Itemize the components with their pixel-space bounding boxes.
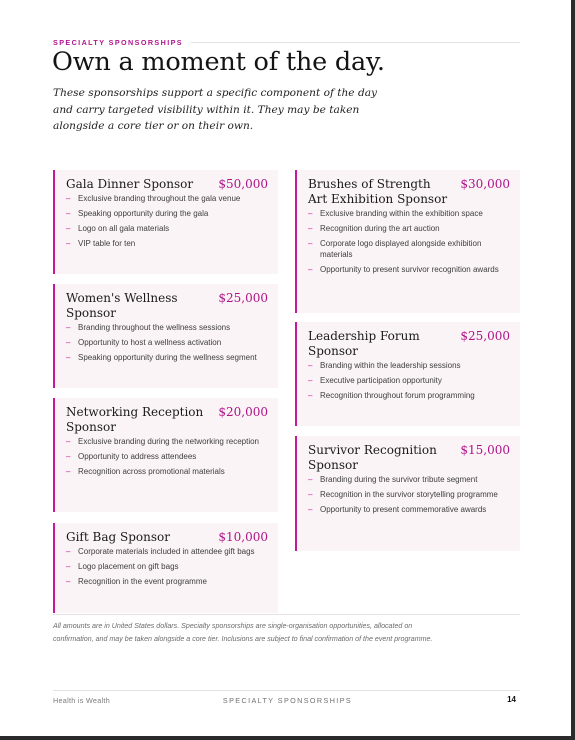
sponsor-benefits-list xyxy=(308,475,510,516)
benefit-text: Recognition in the survivor storytelling programme xyxy=(320,490,498,499)
footnote: All amounts are in United States dollars. Specialty sponsorships are single-organisation opportunities, allocated on confirmation, and may be taken alongside a core tier. Inclusions are subject to final confirmation of the event programme. xyxy=(53,622,433,643)
sponsor-benefits-list xyxy=(66,323,268,364)
sponsor-price: $20,000 xyxy=(218,405,268,419)
benefit-text: Recognition during the art auction xyxy=(320,224,440,233)
benefit-item xyxy=(308,361,510,372)
benefit-text: Branding throughout the wellness sessions xyxy=(78,323,231,332)
dash-bullet-icon: – xyxy=(66,239,71,248)
sponsor-benefits-list xyxy=(308,209,510,275)
sponsor-price: $25,000 xyxy=(218,291,268,305)
benefit-text: Opportunity to present commemorative awards xyxy=(320,505,487,514)
dash-bullet-icon: – xyxy=(308,209,313,218)
dash-bullet-icon: – xyxy=(66,338,71,347)
benefit-item xyxy=(308,391,510,402)
benefit-item xyxy=(66,452,268,463)
sponsor-price: $10,000 xyxy=(218,530,268,544)
benefit-item xyxy=(66,547,268,558)
benefit-text: Branding during the survivor tribute segment xyxy=(320,475,478,484)
sponsor-card-gala-dinner xyxy=(53,170,278,274)
sponsor-card-brushes-of-strength xyxy=(295,170,520,313)
footer-divider xyxy=(53,690,520,691)
dash-bullet-icon: – xyxy=(66,353,71,362)
dash-bullet-icon: – xyxy=(308,376,313,385)
benefit-text: Executive participation opportunity xyxy=(320,376,442,385)
benefit-item xyxy=(308,505,510,516)
page-headline: Own a moment of the day. xyxy=(52,47,385,77)
benefit-text: Corporate logo displayed alongside exhibition materials xyxy=(320,239,482,259)
dash-bullet-icon: – xyxy=(308,490,313,499)
dash-bullet-icon: – xyxy=(66,562,71,571)
dash-bullet-icon: – xyxy=(66,437,71,446)
sponsor-title: Women's Wellness Sponsor xyxy=(66,291,178,320)
dash-bullet-icon: – xyxy=(308,361,313,370)
benefit-item xyxy=(66,338,268,349)
benefit-text: Exclusive branding within the exhibition space xyxy=(320,209,483,218)
benefit-item xyxy=(308,376,510,387)
dash-bullet-icon: – xyxy=(308,239,313,248)
benefit-item xyxy=(66,239,268,250)
intro-paragraph: These sponsorships support a specific component of the day and carry targeted visibility within it. They may be taken alongside a core tier or on their own. xyxy=(53,87,378,132)
sponsor-card-networking-reception xyxy=(53,398,278,512)
sponsor-card-womens-wellness xyxy=(53,284,278,388)
sponsor-benefits-list xyxy=(66,194,268,250)
sponsor-price: $30,000 xyxy=(460,177,510,191)
sponsor-benefits-list xyxy=(308,361,510,402)
benefit-text: Speaking opportunity during the gala xyxy=(78,209,209,218)
sponsor-price: $15,000 xyxy=(460,443,510,457)
sponsor-card-gift-bag xyxy=(53,523,278,613)
footnote-divider xyxy=(53,614,520,615)
sponsor-card-survivor-recognition xyxy=(295,436,520,551)
benefit-text: Speaking opportunity during the wellness segment xyxy=(78,353,257,362)
sponsor-benefits-list xyxy=(66,547,268,588)
dash-bullet-icon: – xyxy=(308,264,313,274)
sponsor-benefits-list xyxy=(66,437,268,478)
benefit-text: Recognition in the event programme xyxy=(78,577,207,586)
sponsor-price: $25,000 xyxy=(460,329,510,343)
sponsor-title: Leadership Forum Sponsor xyxy=(308,329,420,358)
benefit-item xyxy=(66,194,268,205)
benefit-text: Logo on all gala materials xyxy=(78,224,170,233)
benefit-item xyxy=(66,467,268,478)
benefit-text: Corporate materials included in attendee gift bags xyxy=(78,547,255,556)
dash-bullet-icon: – xyxy=(66,224,71,233)
benefit-item xyxy=(308,490,510,501)
benefit-text: Opportunity to present survivor recognition awards xyxy=(320,264,499,274)
benefit-item xyxy=(66,353,268,364)
dash-bullet-icon: – xyxy=(66,209,71,218)
section-eyebrow: SPECIALTY SPONSORSHIPS xyxy=(53,38,191,47)
benefit-text: Opportunity to host a wellness activation xyxy=(78,338,222,347)
dash-bullet-icon: – xyxy=(66,547,71,556)
sponsor-title: Brushes of Strength Art Exhibition Sponsor xyxy=(308,177,448,206)
benefit-item xyxy=(308,265,510,276)
dash-bullet-icon: – xyxy=(66,323,71,332)
benefit-item xyxy=(66,437,268,448)
benefit-item xyxy=(308,209,510,220)
dash-bullet-icon: – xyxy=(308,475,313,484)
benefit-item xyxy=(66,577,268,588)
benefit-text: VIP table for ten xyxy=(78,239,136,248)
page-number: 14 xyxy=(507,695,516,704)
sponsor-price: $50,000 xyxy=(218,177,268,191)
benefit-text: Opportunity to address attendees xyxy=(78,452,197,461)
dash-bullet-icon: – xyxy=(66,577,71,586)
benefit-text: Logo placement on gift bags xyxy=(78,562,179,571)
benefit-item xyxy=(66,323,268,334)
sponsor-card-leadership-forum xyxy=(295,322,520,426)
dash-bullet-icon: – xyxy=(66,194,71,203)
benefit-item xyxy=(66,562,268,573)
dash-bullet-icon: – xyxy=(308,224,313,233)
sponsor-title: Networking Reception Sponsor xyxy=(66,405,204,434)
benefit-text: Recognition throughout forum programming xyxy=(320,391,475,400)
benefit-item xyxy=(66,209,268,220)
sponsor-title: Survivor Recognition Sponsor xyxy=(308,443,437,472)
benefit-item xyxy=(308,239,510,260)
dash-bullet-icon: – xyxy=(308,505,313,514)
benefit-item xyxy=(308,224,510,235)
dash-bullet-icon: – xyxy=(66,467,71,476)
sponsor-title: Gala Dinner Sponsor xyxy=(66,177,194,191)
dash-bullet-icon: – xyxy=(66,452,71,461)
benefit-text: Branding within the leadership sessions xyxy=(320,361,461,370)
benefit-text: Exclusive branding throughout the gala venue xyxy=(78,194,241,203)
footer-brand: Health is Wealth xyxy=(53,696,111,705)
benefit-item xyxy=(308,475,510,486)
footer-section-label: SPECIALTY SPONSORSHIPS xyxy=(222,696,353,705)
benefit-text: Recognition across promotional materials xyxy=(78,467,225,476)
dash-bullet-icon: – xyxy=(308,391,313,400)
benefit-text: Exclusive branding during the networking reception xyxy=(78,437,259,446)
sponsor-title: Gift Bag Sponsor xyxy=(66,530,170,544)
benefit-item xyxy=(66,224,268,235)
